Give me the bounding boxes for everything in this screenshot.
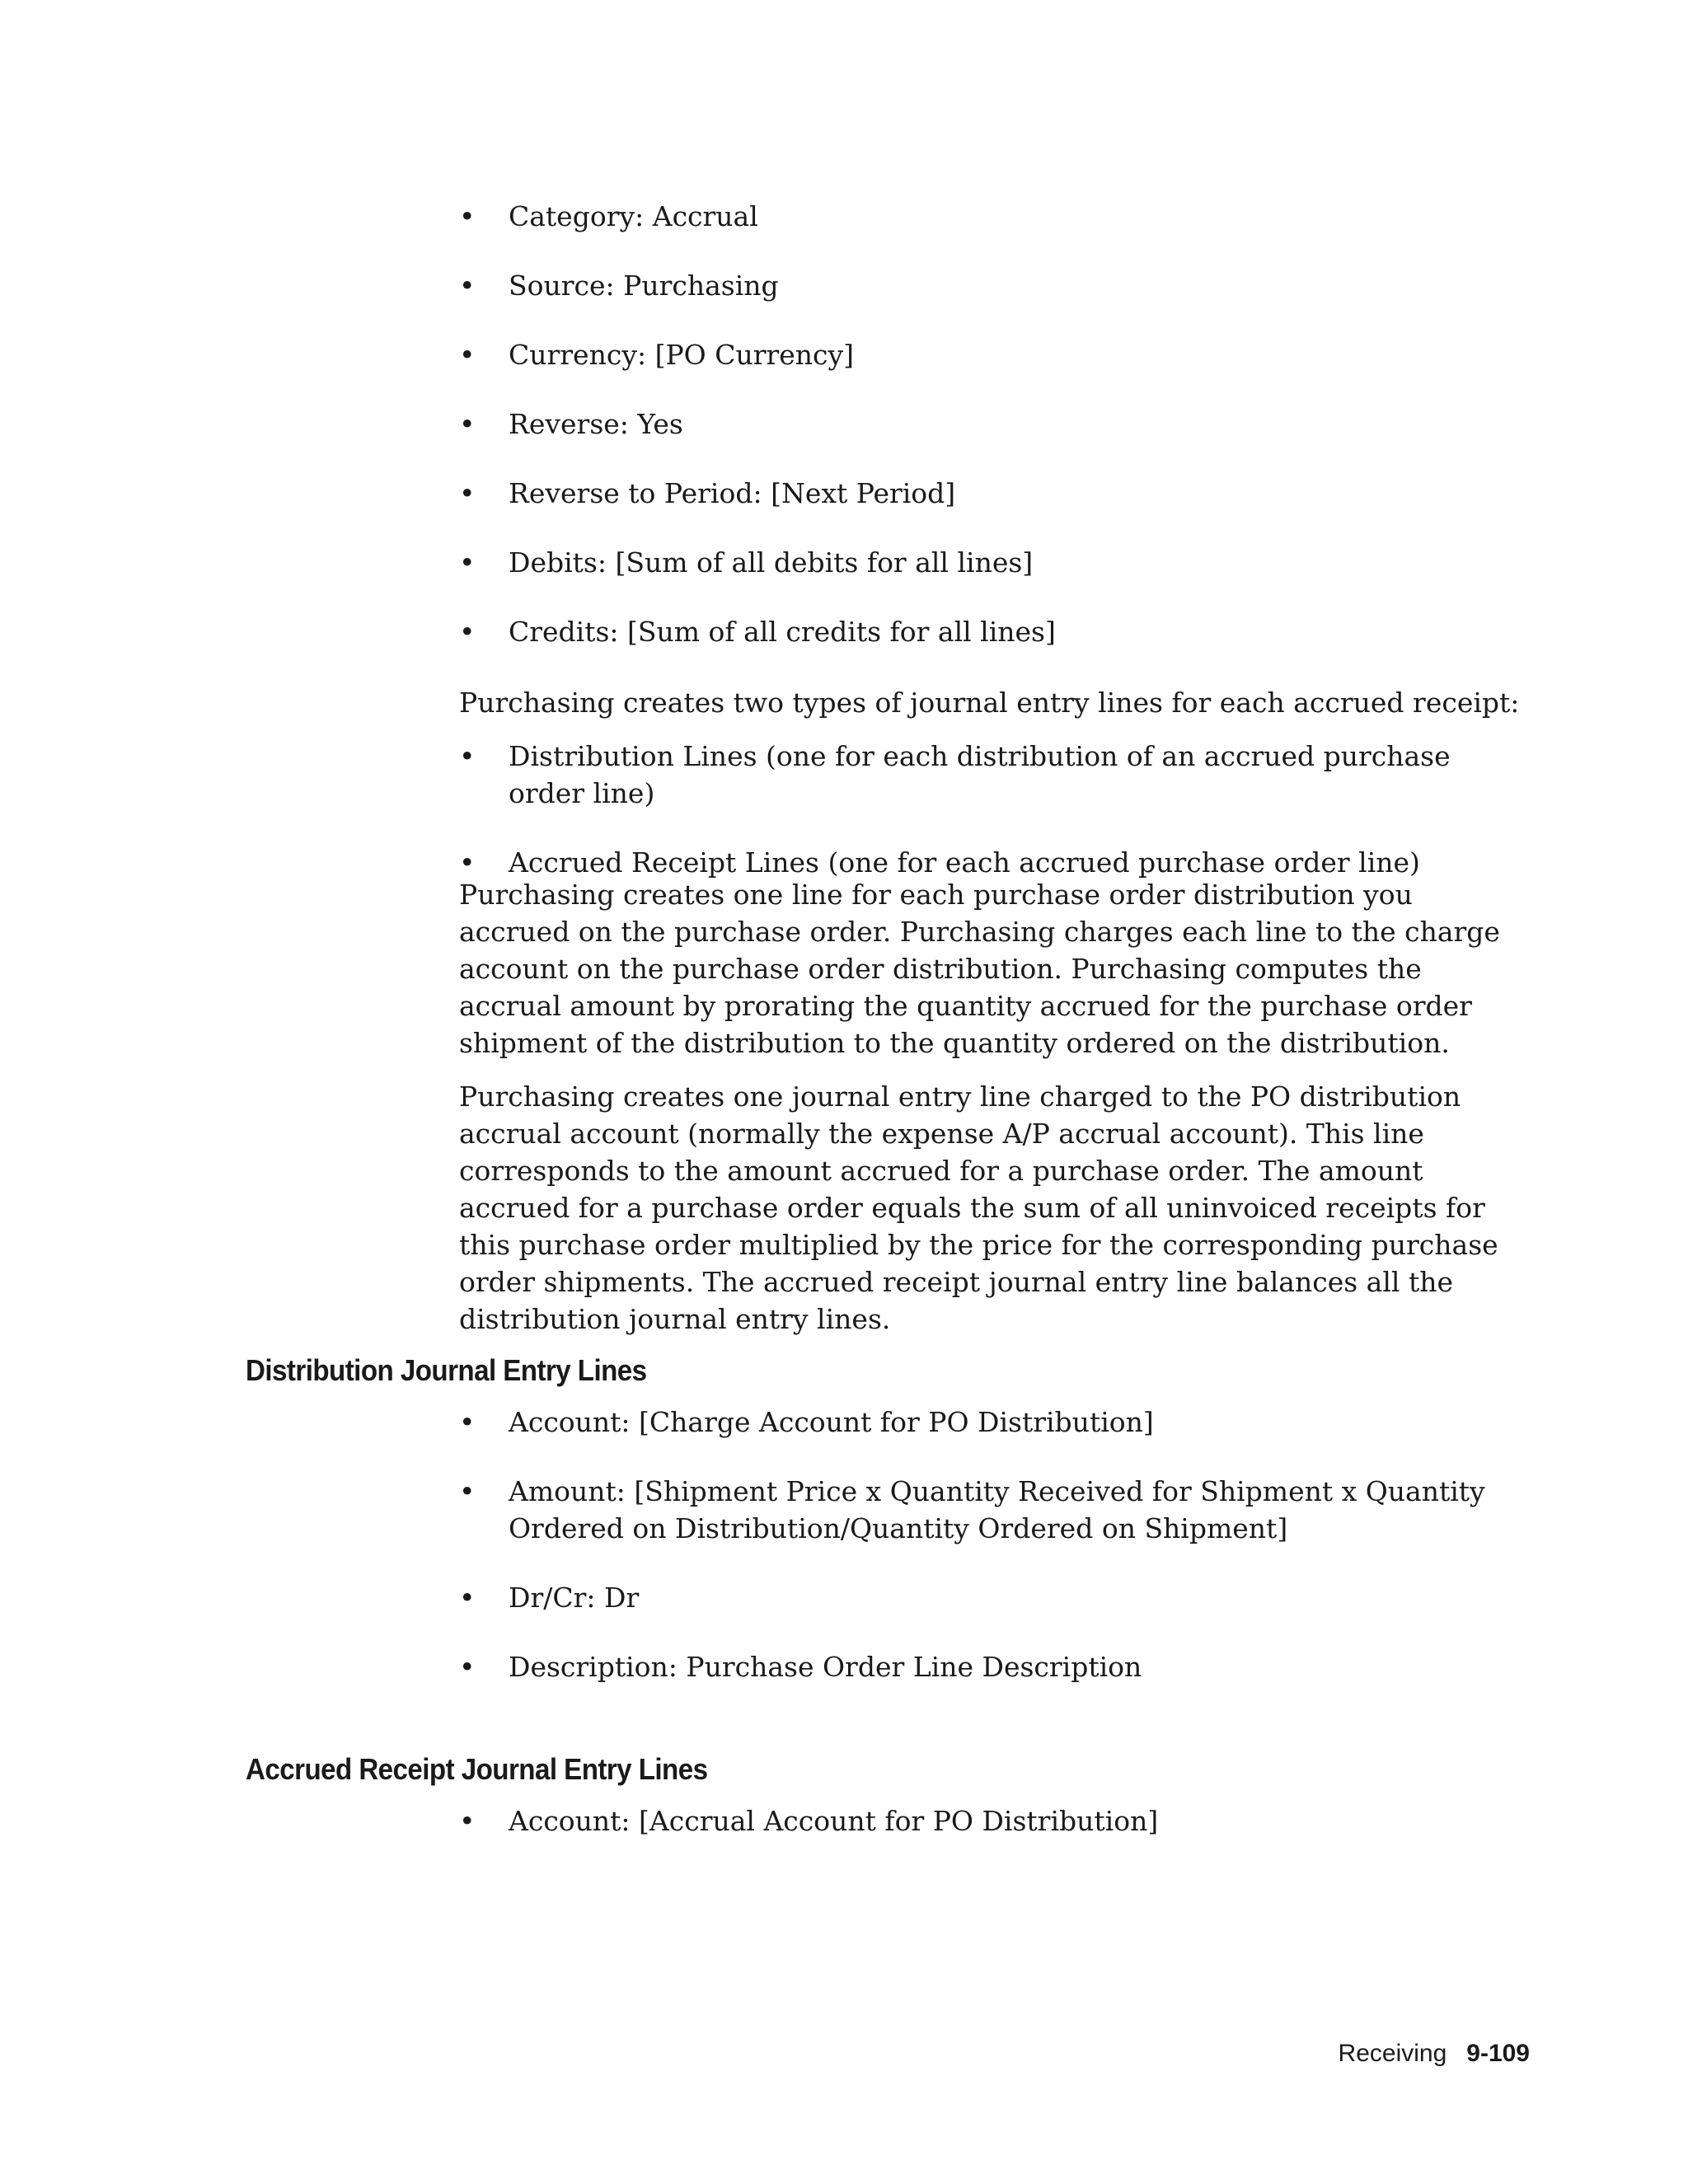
line-types-section: [459, 738, 1531, 881]
bullet-icon: •: [459, 1805, 476, 1837]
distribution-section: [459, 1404, 1531, 1685]
list-item: • Distribution Lines (one for each distribution of an accrued purchase order line): [459, 738, 1531, 812]
intro-section: [459, 684, 1531, 721]
paragraph-2-section: [459, 1078, 1531, 1338]
list-item: • Amount: [Shipment Price x Quantity Received for Shipment x Quantity Ordered on Distribution/Quantity Ordered on Shipment]: [459, 1473, 1531, 1547]
list-item: • Accrued Receipt Lines (one for each accrued purchase order line): [459, 844, 1531, 881]
list-item: • Reverse to Period: [Next Period]: [459, 475, 1531, 512]
body-paragraph: Purchasing creates one journal entry line charged to the PO distribution accrual account (normally the expense A/P accrual account). This line corresponds to the amount accrued for a purchase order. The amount accrued for a purchase order equals the sum of all uninvoiced receipts for this purchase order multiplied by the price for the corresponding purchase order shipments. The accrued receipt journal entry line balances all the distribution journal entry lines.: [459, 1080, 1498, 1335]
footer-chapter: Receiving: [1338, 2040, 1447, 2067]
list-item: • Account: [Accrual Account for PO Distribution]: [459, 1802, 1531, 1840]
page-footer: [1339, 2037, 1530, 2070]
list-item: • Currency: [PO Currency]: [459, 336, 1531, 373]
bullet-icon: •: [459, 200, 476, 232]
list-item: • Source: Purchasing: [459, 267, 1531, 304]
bullet-icon: •: [459, 546, 476, 579]
bullet-icon: •: [459, 1406, 476, 1438]
list-item: • Description: Purchase Order Line Description: [459, 1648, 1531, 1685]
accrued-receipt-bullet-list: [459, 1802, 1531, 1840]
distribution-bullet-list: [459, 1404, 1531, 1685]
bullet-icon: •: [459, 1475, 476, 1507]
paragraph-1-section: [459, 876, 1531, 1062]
section-heading-accrued-receipt: Accrued Receipt Journal Entry Lines: [246, 1752, 708, 1786]
list-item: • Reverse: Yes: [459, 405, 1531, 443]
list-item: • Account: [Charge Account for PO Distribution]: [459, 1404, 1531, 1441]
bullet-icon: •: [459, 846, 476, 879]
list-item: • Category: Accrual: [459, 198, 1531, 235]
accrued-receipt-section: [459, 1802, 1531, 1840]
summary-section: [459, 198, 1531, 650]
body-paragraph: Purchasing creates one line for each purchase order distribution you accrued on the purchase order. Purchasing charges each line to the charge account on the purchase order distribution. Purchasing computes the accrual amount by prorating the quantity accrued for the purchase order shipment of the distribution to the quantity ordered on the distribution.: [459, 879, 1500, 1059]
bullet-icon: •: [459, 269, 476, 302]
bullet-icon: •: [459, 1582, 476, 1614]
line-types-list: [459, 738, 1531, 881]
intro-paragraph: Purchasing creates two types of journal entry lines for each accrued receipt:: [459, 687, 1520, 719]
list-item: • Credits: [Sum of all credits for all lines]: [459, 613, 1531, 650]
bullet-icon: •: [459, 477, 476, 509]
summary-bullet-list: [459, 198, 1531, 650]
list-item: • Debits: [Sum of all debits for all lines]: [459, 544, 1531, 581]
bullet-icon: •: [459, 1651, 476, 1683]
list-item: • Dr/Cr: Dr: [459, 1579, 1531, 1616]
bullet-icon: •: [459, 740, 476, 772]
bullet-icon: •: [459, 339, 476, 371]
bullet-icon: •: [459, 616, 476, 648]
section-heading-distribution: Distribution Journal Entry Lines: [246, 1353, 647, 1387]
bullet-icon: •: [459, 408, 476, 440]
footer-page-number: 9-109: [1466, 2040, 1530, 2067]
